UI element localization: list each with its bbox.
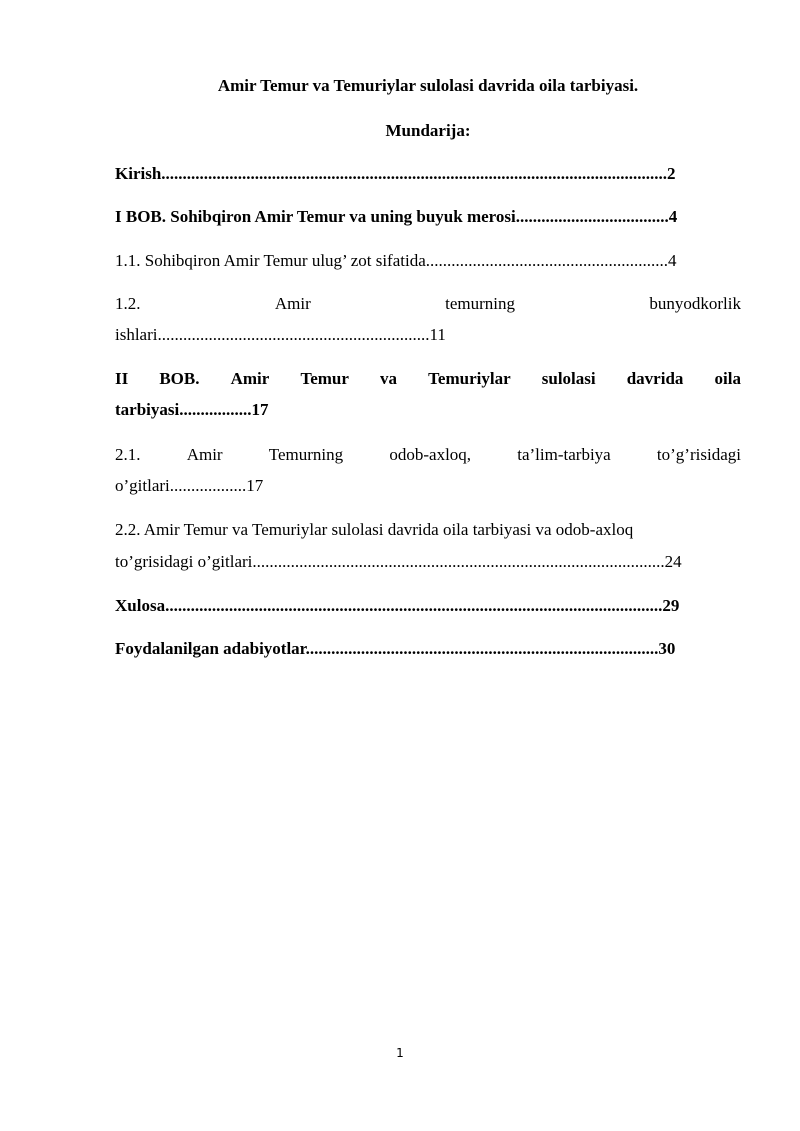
toc-entry-chapter-2-line1 <box>115 364 741 394</box>
contents-heading: Mundarija: <box>385 121 471 140</box>
toc-word: Temuriylar <box>428 369 511 388</box>
toc-word: Amir <box>274 294 311 313</box>
toc-entry-section-1-2-line1 <box>115 289 741 319</box>
toc-word: Temurning <box>268 445 344 464</box>
toc-word: 1.2. <box>115 294 141 313</box>
toc-entry-section-1-2-line2: ishlari................................................................11 <box>115 325 446 344</box>
toc-word: II <box>115 369 129 388</box>
page-number: 1 <box>396 1046 404 1060</box>
toc-entry-chapter-2-line2: tarbiyasi.................17 <box>115 400 269 419</box>
toc-word: va <box>380 369 398 388</box>
toc-word: davrida <box>626 369 684 388</box>
toc-word: oila <box>714 369 741 388</box>
toc-word: odob-axloq, <box>389 445 472 464</box>
toc-entry-section-2-1-line1 <box>115 440 741 470</box>
toc-word: 2.1. <box>115 445 141 464</box>
toc-word: to’g’risidagi <box>656 445 741 464</box>
toc-word: Temur <box>300 369 349 388</box>
toc-word: bunyodkorlik <box>649 294 741 313</box>
toc-word: Amir <box>230 369 270 388</box>
toc-word: Amir <box>186 445 223 464</box>
toc-entry-section-2-2-line1: 2.2. Amir Temur va Temuriylar sulolasi davrida oila tarbiyasi va odob-axloq <box>115 520 634 539</box>
toc-entry-references: Foydalanilgan adabiyotlar...................................................................................30 <box>115 639 676 658</box>
toc-entry-intro: Kirish.......................................................................................................................2 <box>115 164 676 183</box>
toc-entry-chapter-1: I BOB. Sohibqiron Amir Temur va uning buyuk merosi....................................4 <box>115 207 678 226</box>
toc-word: temurning <box>445 294 515 313</box>
toc-word: sulolasi <box>541 369 596 388</box>
document-title: Amir Temur va Temuriylar sulolasi davrida oila tarbiyasi. <box>217 76 639 95</box>
toc-entry-conclusion: Xulosa.....................................................................................................................29 <box>115 596 680 615</box>
toc-entry-section-2-2-line2: to’grisidagi o’gitlari.................................................................................................24 <box>115 552 682 571</box>
toc-entry-section-1-1: 1.1. Sohibqiron Amir Temur ulug’ zot sifatida.........................................................4 <box>115 251 677 270</box>
toc-word: ta’lim-tarbiya <box>517 445 611 464</box>
toc-word: BOB. <box>159 369 200 388</box>
toc-entry-section-2-1-line2: o’gitlari..................17 <box>115 476 264 495</box>
